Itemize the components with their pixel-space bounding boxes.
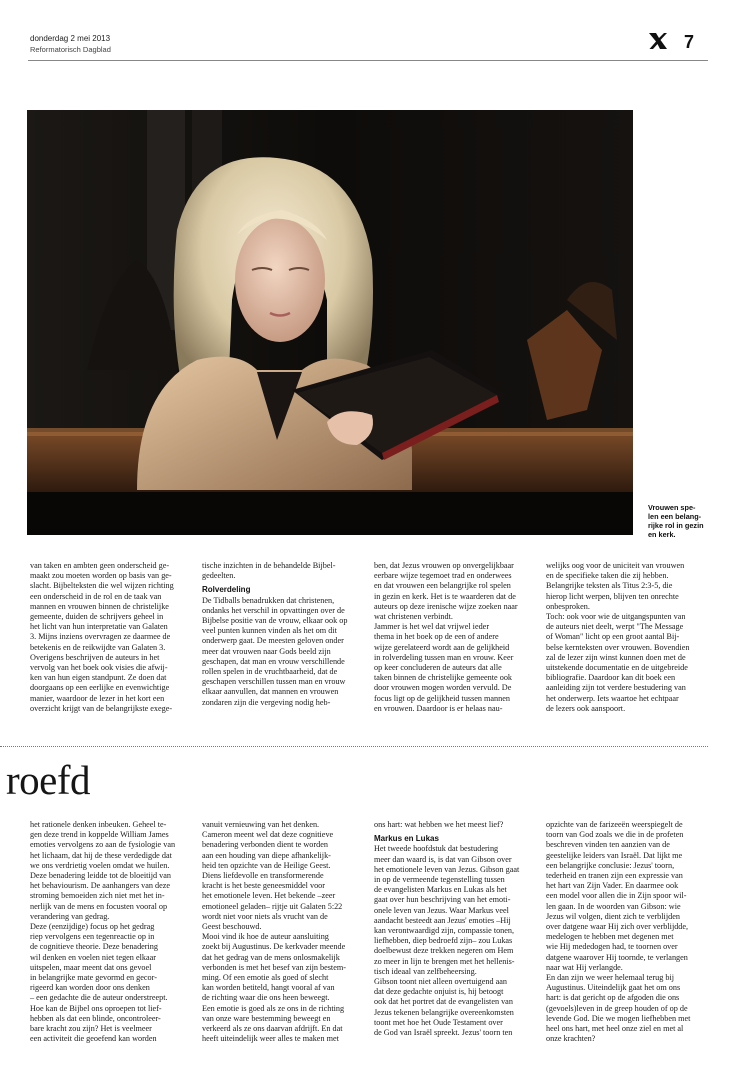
text-line: hebben als dat een blinde, oncontroleer-: [30, 1013, 161, 1023]
text-line: en dat vrouwen een belangrijke rol spelen: [374, 581, 511, 591]
text-line: Overigens beschrijven de auteurs in het: [30, 652, 160, 662]
text-line: kracht is het beste geneesmiddel voor: [202, 881, 326, 891]
text-line: naar wat Hij verlangde.: [546, 962, 623, 972]
text-line: doelbewust deze trekken negeren om Hem: [374, 946, 514, 956]
text-line: zondaren zijn die vergeving nodig heb-: [202, 697, 331, 707]
text-line: elkaar aanvullen, dat mannen en vrouwen: [202, 687, 339, 697]
header-rule: [28, 60, 708, 61]
text-line: (gevoels)leven in de greep houden of op de: [546, 1003, 688, 1013]
text-line: wil denken en voelen niet tegen elkaar: [30, 952, 156, 962]
text-line: verbonden is met het besef van zijn bestem-: [202, 962, 346, 972]
text-line: medelogen te hebben met degenen met: [546, 932, 674, 942]
text-line: stroming bemoeiden zich niet met het in-: [30, 891, 165, 901]
text-line: zoekt bij Augustinus. De kerkvader meende: [202, 942, 346, 952]
text-line: belse kernteksten over vrouwen. Bovendien: [546, 642, 690, 652]
photo-illustration: [27, 110, 633, 535]
text-line: heid ten opzichte van de Heilige Geest.: [202, 860, 331, 870]
x-logo-icon: [648, 32, 668, 50]
text-line: de evangelisten Markus en Lukas als het: [374, 885, 507, 895]
text-line: liefhebben, diep bedroefd zijn– zou Lukas: [374, 936, 513, 946]
caption-line: len een belang-: [648, 512, 702, 521]
text-line: Belangrijke teksten als Titus 2:3-5, die: [546, 581, 673, 591]
text-line: geschapen verschillen tussen man en vrouw: [202, 677, 346, 687]
text-line: opzichte van de farizeeën weerspiegelt de: [546, 820, 683, 829]
text-line: slacht. Bijbelteksten die wel wijzen richting: [30, 581, 174, 591]
text-line: in op de vermeende tegenstelling tussen: [374, 875, 505, 885]
text-line: de auteurs niet deelt, werpt "The Message: [546, 622, 684, 632]
text-line: Gibson toont niet alleen overtuigend aan: [374, 977, 508, 987]
text-line: beschreven vinden ten aanzien van de: [546, 840, 670, 850]
text-line: wordt niet voor niets als vrucht van de: [202, 911, 328, 921]
text-line: betekenis en de reikwijdte van Galaten 3.: [30, 642, 166, 652]
text-line: tederheid en tranen zijn een expressie van: [546, 871, 683, 881]
text-line: geestelijke leiders van Israël. Dat lijkt me: [546, 850, 683, 860]
text-line: dat het gedrag van de mens onlosmakelijk: [202, 952, 340, 962]
text-line: toont met hoe het Oude Testament over: [374, 1017, 503, 1027]
text-line: meer dan waard is, is dat van Gibson over: [374, 854, 512, 864]
text-line: de lezers ook aanspoort.: [546, 703, 626, 713]
text-line: aan een houding van diepe afhankelijk-: [202, 850, 331, 860]
text-line: onze krachten?: [546, 1034, 596, 1044]
text-line: vanuit vernieuwing van het denken.: [202, 820, 320, 829]
lower-column-1: [30, 820, 196, 1044]
text-line: of Woman" licht op een groot aantal Bij-: [546, 632, 680, 642]
text-line: Cameron meent wel dat deze cognitieve: [202, 830, 334, 840]
text-line: in gezin en kerk. Het is te waarderen dat de: [374, 591, 516, 601]
text-line: heel ons hart, met heel onze ziel en met al: [546, 1024, 684, 1034]
text-line: len gaan. In de woorden van Gibson: wie: [546, 901, 681, 911]
text-line: het emotionele leven van Jezus. Gibson gaat: [374, 864, 520, 874]
text-line: de God van Israël spreekt. Jezus' toorn ten: [374, 1028, 513, 1038]
text-line: datgene waarover Hij toornde, te verlangen: [546, 952, 688, 962]
text-line: levende God. Die we mogen liefhebben met: [546, 1013, 691, 1023]
text-line: hierop licht werpen, blijven ten onrechte: [546, 591, 679, 601]
text-line: een onderscheid in de rol en de taak van: [30, 591, 162, 601]
text-line: onbesproken.: [546, 601, 590, 611]
text-line: benadering verbonden dient te worden: [202, 840, 328, 850]
text-line: zal de lezer zijn winst kunnen doen met de: [546, 652, 686, 662]
header-date: donderdag 2 mei 2013: [30, 34, 111, 43]
text-line: het emotionele leven. Het bekende –zeer: [202, 891, 336, 901]
text-line: Toch: ook voor wie de uitgangspunten van: [546, 612, 686, 622]
text-line: overzicht krijgt van de belangrijkste exege-: [30, 703, 173, 713]
text-line: het rationele denken inbeuken. Geheel te-: [30, 820, 167, 829]
text-line: thema in het boek op de een of andere: [374, 632, 499, 642]
text-line: Diens liefdevolle en transformerende: [202, 871, 324, 881]
text-line: welijks oog voor de uniciteit van vrouwen: [546, 561, 685, 570]
text-line: Bijbelse positie van de vrouw, elkaar ook op: [202, 616, 348, 626]
text-line: bare kracht zou zijn? Het is veelmeer: [30, 1024, 152, 1034]
text-line: taken binnen de christelijke gemeente ook: [374, 673, 513, 683]
text-line: verkeerd als ze ons daarvan afdrijft. En dat: [202, 1024, 343, 1034]
text-line: Een emotie is goed als ze ons in de richting: [202, 1003, 345, 1013]
text-line: aanleiding zijn tot verdere bestudering van: [546, 683, 686, 693]
text-line: over datgene waar Hij zich over verblijdde,: [546, 922, 689, 932]
text-line: in rolverdeling tussen man en vrouw. Keer: [374, 652, 514, 662]
text-line: de richting waar die ons heen beweegt.: [202, 993, 330, 1003]
lower-column-3: [374, 820, 540, 1038]
text-line: tisch ideaal van zelfbeheersing.: [374, 966, 477, 976]
text-line: Jezus tekenen belangrijke overeenkomsten: [374, 1007, 514, 1017]
text-line: het behaviourism. De aanhangers van deze: [30, 881, 171, 891]
text-line: geschapen, dat man en vrouw verschillende: [202, 656, 345, 666]
text-line: onderwerp gaat. De meesten geloven onder: [202, 636, 344, 646]
text-line: de cognitieve theorie. Deze benadering: [30, 942, 158, 952]
text-line: onele leven van Jezus. Waar Markus veel: [374, 905, 509, 915]
text-line: emoties vervolgens zo aan de fysiologie van: [30, 840, 176, 850]
text-line: riep vervolgens een tegenreactie op in: [30, 932, 155, 942]
text-line: doorgaans op een eerlijke en evenwichtige: [30, 683, 170, 693]
text-line: emotioneel geladen– rijtje uit Galaten 5:22: [202, 901, 343, 911]
text-line: op keer concluderen de auteurs dat alle: [374, 663, 502, 673]
text-line: dat deze gedachte onjuist is, hij betoogt: [374, 987, 504, 997]
text-line: gaat over hun beschrijving van het emoti-: [374, 895, 511, 905]
text-line: het onderwerp. Iets waartoe het echtpaar: [546, 693, 679, 703]
text-line: eerbare wijze tegemoet trad en onderwees: [374, 571, 512, 581]
text-line: Deze benadering leidde tot de bloeitijd van: [30, 871, 171, 881]
lower-column-4: [546, 820, 716, 1044]
text-line: De Tidballs benadrukken dat christenen,: [202, 595, 335, 605]
text-line: ons hart: wat hebben we het meest lief?: [374, 820, 504, 829]
text-line: auteurs op deze irenische wijze zoeken naar: [374, 601, 518, 611]
text-line: gen deze trend in koppelde William James: [30, 830, 169, 840]
text-line: uitspelen, maar meent dat ons gevoel: [30, 962, 152, 972]
text-line: nerlijk van de mens en focusten vooral op: [30, 901, 168, 911]
text-line: wat christenen verbindt.: [374, 612, 453, 622]
text-line: ben, dat Jezus vrouwen op onvergelijkbaar: [374, 561, 514, 570]
text-line: Jammer is het wel dat vrijwel ieder: [374, 622, 490, 632]
page-number: 7: [684, 32, 695, 52]
text-line: uitstekende documentatie en de uitgebreide: [546, 663, 688, 673]
text-line: meer dat vrouwen naar Gods beeld zijn: [202, 646, 331, 656]
text-line: focus ligt op de gelijkheid tussen mannen: [374, 693, 510, 703]
text-line: toorn van God zoals we die in de profeten: [546, 830, 684, 840]
text-line: Deze (eenzijdige) focus op het gedrag: [30, 922, 155, 932]
text-line: gedeelten.: [202, 571, 236, 581]
text-line: ming. Of een emotie als goed of slecht: [202, 973, 329, 983]
text-line: 3. Mijns inziens overvragen ze daarmee de: [30, 632, 171, 642]
text-line: tische inzichten in de behandelde Bijbel-: [202, 561, 336, 570]
text-line: bibliografie. Daardoor kan dit boek een: [546, 673, 676, 683]
text-line: Hoe kan de Bijbel ons oproepen tot lief-: [30, 1003, 162, 1013]
text-line: van taken en ambten geen onderscheid ge-: [30, 561, 170, 570]
text-line: ken van hun eigen standpunt. Ze doen dat: [30, 673, 167, 683]
subheading-markus-en-lukas: Markus en Lukas: [374, 834, 439, 844]
text-line: wijze gerelateerd wordt aan de gelijkheid: [374, 642, 510, 652]
text-line: en de specifieke taken die zij hebben.: [546, 571, 669, 581]
text-line: Geest beschouwd.: [202, 922, 262, 932]
text-line: Mooi vind ik hoe de auteur aansluiting: [202, 932, 329, 942]
text-line: Augustinus. Uiteindelijk gaat het om ons: [546, 983, 681, 993]
text-line: manier, waardoor de lezer in het kort een: [30, 693, 165, 703]
text-line: het lichaam, dat hij de these verdedigde dat: [30, 850, 172, 860]
text-line: kan worden betiteld, hangt vooral af van: [202, 983, 335, 993]
text-line: maakt zou moeten worden op basis van ge-: [30, 571, 172, 581]
text-line: een model voor allen die in Zijn spoor wil-: [546, 891, 687, 901]
text-line: zo meer in lijn te brengen met het hellenis-: [374, 956, 515, 966]
text-line: en vrouwen. Daardoor is er helaas nau-: [374, 703, 503, 713]
text-line: – een gedachte die de auteur onderstreept.: [30, 993, 168, 1003]
article-headline: roefd: [6, 757, 91, 803]
lower-column-2: [202, 820, 368, 1044]
text-line: rollen spelen in de vruchtbaarheid, dat de: [202, 667, 338, 677]
text-line: heeft uiteindelijk weer alles te maken met: [202, 1034, 339, 1044]
text-line: rigeerd kan worden door ons denken: [30, 983, 150, 993]
caption-line: rijke rol in gezin: [648, 521, 704, 530]
upper-column-4: [546, 561, 716, 714]
text-line: veel punten kunnen vinden als het om dit: [202, 626, 337, 636]
text-line: mannen en vrouwen binnen de christelijke: [30, 601, 169, 611]
text-line: kan verontwaardigd zijn, compassie tonen,: [374, 926, 515, 936]
caption-line: en kerk.: [648, 530, 676, 539]
text-line: we ons verdrietig voelen omdat we huilen.: [30, 860, 170, 870]
text-line: het licht van hun interpretatie van Galaten: [30, 622, 168, 632]
upper-column-2: [202, 561, 367, 708]
text-line: hart: is dat gericht op de afgoden die ons: [546, 993, 680, 1003]
text-line: Het tweede hoofdstuk dat bestudering: [374, 844, 499, 854]
text-line: wie Hij mededogen had, te toornen over: [546, 942, 678, 952]
section-divider: [0, 746, 708, 747]
upper-column-3: [374, 561, 539, 714]
text-line: gemeente, duiden de schrijvers geheel in: [30, 612, 164, 622]
photo-caption: [648, 503, 712, 539]
text-line: ook dat het portret dat de evangelisten van: [374, 997, 513, 1007]
text-line: het hart van Zijn Vader. En daarmee ook: [546, 881, 679, 891]
text-line: door vrouwen mogen worden vervuld. De: [374, 683, 512, 693]
caption-line: Vrouwen spe-: [648, 503, 696, 512]
text-line: Jezus wil volgen, dient zich te verblijden: [546, 911, 680, 921]
text-line: van onze ware bestemming beweegt en: [202, 1013, 331, 1023]
text-line: vervolg van het boek ook visies die afwij-: [30, 663, 168, 673]
upper-column-1: [30, 561, 195, 714]
text-line: een activiteit die geoefend kan worden: [30, 1034, 157, 1044]
text-line: in belangrijke mate gevormd en gecor-: [30, 973, 157, 983]
text-line: een belangrijke conclusie: Jezus' toorn,: [546, 860, 675, 870]
newspaper-name: Reformatorisch Dagblad: [30, 45, 111, 54]
subheading-rolverdeling: Rolverdeling: [202, 585, 251, 595]
text-line: verandering van gedrag.: [30, 911, 110, 921]
text-line: En dan zijn we weer helemaal terug bij: [546, 973, 674, 983]
text-line: ondanks het verschil in opvattingen over de: [202, 605, 345, 615]
text-line: aandacht besteedt aan Jezus' emoties –Hij: [374, 915, 511, 925]
article-photo: [27, 110, 633, 535]
